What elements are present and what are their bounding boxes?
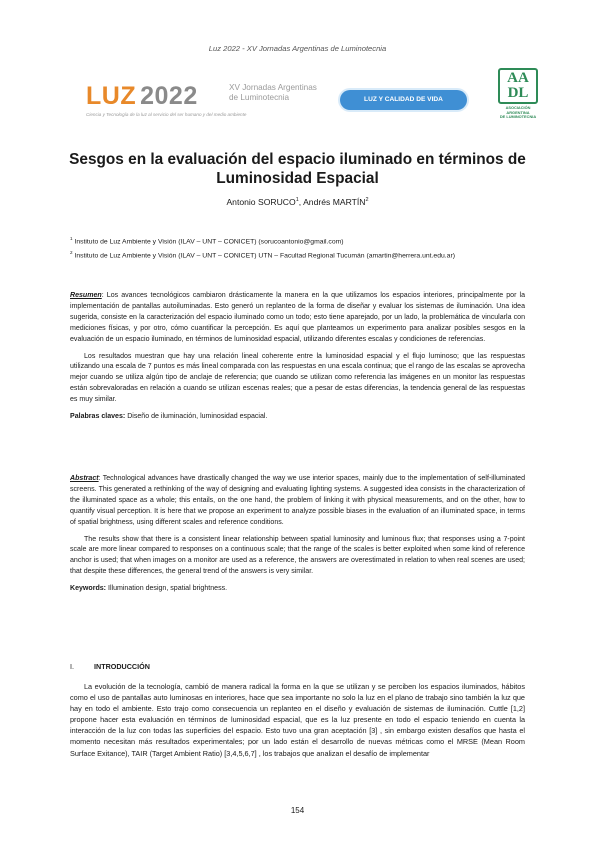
abstract-label: Abstract bbox=[70, 475, 99, 482]
section-heading bbox=[70, 662, 150, 671]
affil-text: Instituto de Luz Ambiente y Visión (ILAV – UNT – CONICET) UTN – Facultad Regional Tucumán (amartin@herrera.unt.edu.ar) bbox=[72, 252, 455, 260]
resumen-text: : Los avances tecnológicos cambiaron drásticamente la manera en la que utilizamos los espacios interiores, principalmente por la implementación de pantallas autoiluminadas. Esto generó un replanteo de la forma de diseñar y evaluar los sistemas de iluminación. Una idea sugerida, consiste en la caracterización del espacio iluminado como un todo; esto tiene aparejado, por un lado, la problemática de vincularla con mediciones físicas, y por otro, cómo cuantificar la percepción. Es aquí que planteamos un experimento para analizar posibles sesgos en la evaluación de un espacio iluminado, en términos de luminosidad espacial, utilizando diferentes escalas y condiciones de referencias. bbox=[70, 292, 525, 343]
aadl-logo bbox=[488, 68, 548, 134]
aadl-caption-2: ARGENTINA bbox=[506, 109, 530, 115]
aadl-letters-top: AA bbox=[507, 70, 529, 86]
logo-year-text: 2022 bbox=[140, 82, 198, 110]
author-name: Antonio SORUCO bbox=[226, 197, 296, 207]
jornadas-line-1: XV Jornadas Argentinas bbox=[229, 83, 317, 92]
jornadas-text bbox=[229, 83, 339, 103]
section-number: I. bbox=[70, 662, 74, 671]
running-header: Luz 2022 - XV Jornadas Argentinas de Luminotecnia bbox=[208, 44, 387, 53]
author-separator: , bbox=[298, 197, 304, 207]
affil-mark: 2 bbox=[70, 250, 73, 256]
author-list bbox=[0, 197, 595, 207]
page-number: 154 bbox=[290, 806, 305, 815]
abstract-paragraph bbox=[70, 474, 525, 529]
paper-title: Sesgos en la evaluación del espacio iluminado en términos de Luminosidad Espacial bbox=[69, 151, 526, 187]
luz-2022-logo bbox=[86, 82, 198, 111]
section-title: INTRODUCCIÓN bbox=[94, 662, 150, 671]
abstract-text: : Technological advances have drastically changed the way we use interior spaces, mainly due to the implementation of self-illuminated screens. This generated a rethinking of the way of designing and evaluating lighting systems. A suggested idea consists in the characterization of the illuminated space as a whole; this entails, on the one hand, the problem of linking it with physical measurements, and on the other, how to quantify visual perception. It is here that we propose an experiment to analyze possible biases in the evaluation of an illuminated space, in terms of spatial brightness, using different scales and reference conditions. bbox=[70, 475, 525, 526]
affiliation-line bbox=[70, 247, 540, 261]
jornadas-line-2: de Luminotecnia bbox=[229, 93, 290, 102]
affil-text: Instituto de Luz Ambiente y Visión (ILAV – UNT – CONICET) (sorucoantonio@gmail.com) bbox=[72, 238, 344, 246]
resumen-paragraph: Los resultados muestran que hay una relación lineal coherente entre la luminosidad espacial y el flujo luminoso; que las respuestas utilizando una escala de 7 puntos es más lineal comparada con las respuestas en una escala continua; que el rango de las escalas se aprovecha mejor cuando se utiliza algún tipo de anclaje de referencia; que cuando se utilizan como referencia las imágenes en un monitor las respuestas están sobrevaloradas en relación a cuando se utilizan escenas reales; que a pesar de estas diferencias, la tendencia general de las respuestas es muy similar. bbox=[70, 352, 525, 404]
aadl-caption-1: ASOCIACIÓN bbox=[505, 105, 531, 110]
affiliations bbox=[70, 233, 540, 262]
author-affil-mark: 2 bbox=[365, 197, 369, 204]
aadl-caption-3: DE LUMINOTECNIA bbox=[499, 114, 537, 120]
abstract-paragraph: The results show that there is a consistent linear relationship between spatial luminosity and luminous flux; that responses using a 7-point scale are more linear compared to responses on a continuous scale; that the range of the scales is better exploited when some kind of reference anchor is used; that when images on a monitor are used as a reference, the answers are overestimated in relation to when real scenes are used; that despite these differences, the general trend of the answers is very similar. bbox=[70, 535, 525, 576]
banner-tagline: Ciencia y Tecnología de la luz al servicio del ser humano y del medio ambiente bbox=[86, 112, 247, 117]
keywords-text: Diseño de iluminación, luminosidad espacial. bbox=[125, 413, 268, 421]
palabras-claves bbox=[70, 412, 525, 423]
resumen-label: Resumen bbox=[70, 292, 102, 299]
logo-luz-text: LUZ bbox=[86, 82, 137, 110]
resumen-paragraph bbox=[70, 291, 525, 346]
abstract-section bbox=[70, 474, 525, 595]
aadl-letters-bottom: DL bbox=[507, 85, 529, 101]
keywords-label: Keywords: bbox=[70, 585, 107, 593]
keywords-label: Palabras claves: bbox=[70, 413, 126, 421]
affil-mark: 1 bbox=[70, 236, 73, 241]
conference-banner bbox=[86, 70, 550, 120]
luz-calidad-vida-badge: LUZ Y CALIDAD DE VIDA bbox=[340, 90, 467, 110]
affiliation-line bbox=[70, 233, 540, 247]
author-name: Andrés MARTÍN bbox=[303, 197, 366, 207]
aadl-caption bbox=[488, 106, 548, 120]
keywords bbox=[70, 584, 525, 595]
resumen-section bbox=[70, 291, 525, 423]
aadl-logo-box bbox=[498, 68, 538, 104]
author-affil-mark: 1 bbox=[295, 197, 299, 204]
intro-paragraph: La evolución de la tecnología, cambió de manera radical la forma en la que se utilizan y se perciben los espacios iluminados, hábitos como el uso de pantallas auto luminosas en interiores, hace que sea importante no solo la luz en el plano de trabajo sino también la luz que hay en todo el ambiente. Esto trajo como consecuencia un replanteo en el diseño y evaluación de sistemas de iluminación. Cuttle [1,2] propone hacer esta evaluación en términos de luminosidad espacial, que es la luz presente en todo el espacio teniendo en cuenta la interacción de la luz con todas las superficies del espacio. Esto tuvo una gran aceptación [3] , sin embargo existen desafíos que hasta el momento necesitan más resultados experimentales; por un lado están el desarrollo de nuevas métricas como el MRSE (Mean Room Surface Exitance), TAIR (Target Ambient Ratio) [3,4,5,6,7] , los trabajos que analizan el desafío de implementar bbox=[70, 682, 525, 758]
keywords-text: Illumination design, spatial brightness. bbox=[106, 585, 228, 593]
